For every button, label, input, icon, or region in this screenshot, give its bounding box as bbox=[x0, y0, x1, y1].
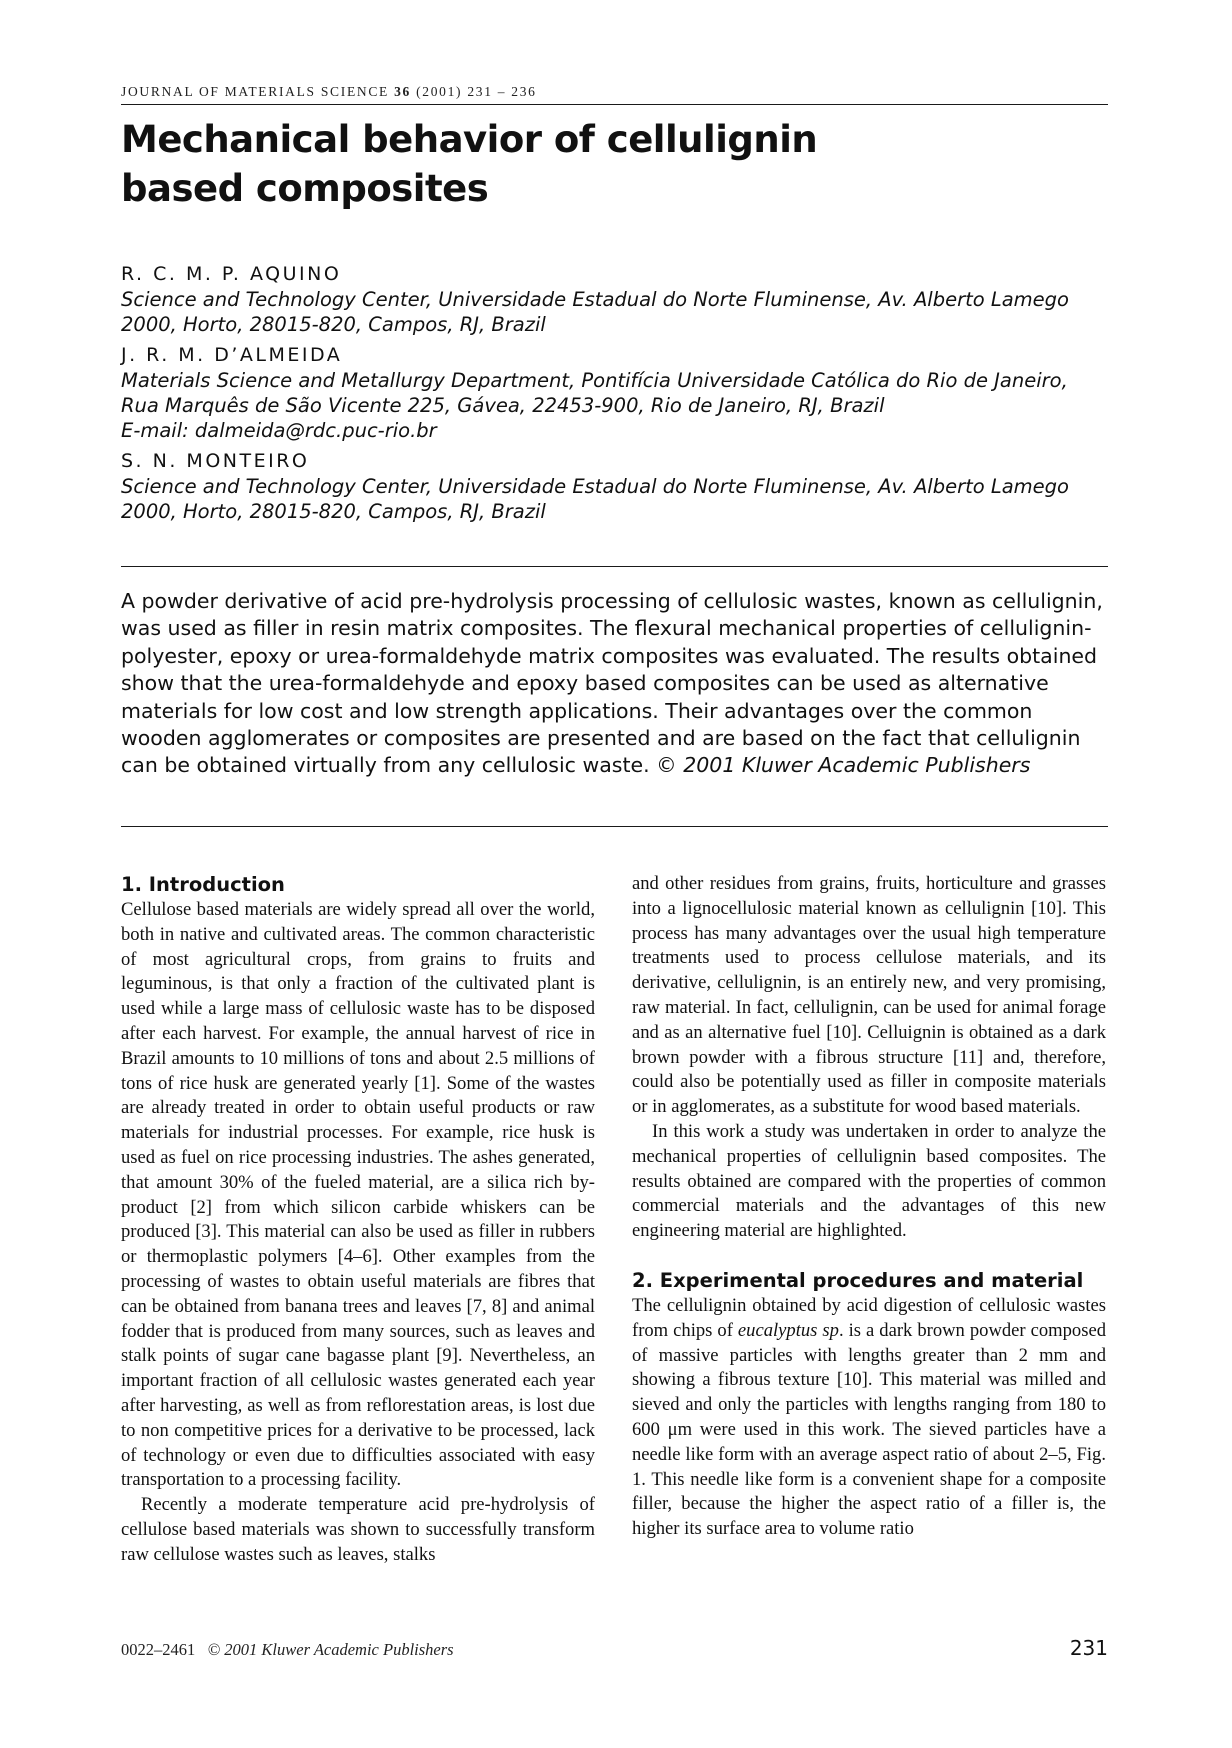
right-column bbox=[632, 872, 1106, 1542]
author-block bbox=[121, 262, 1111, 337]
paragraph: and other residues from grains, fruits, horticulture and grasses into a lignocellulosic material known as cellulignin [10]. This process has many advantages over the usual high temperature treatments used to process cellulose materials, and its derivative, cellulignin, is an entirely new, and very promising, raw material. In fact, cellulignin, can be used for animal forage and as an alternative fuel [10]. Celluignin is obtained as a dark brown powder with a fibrous structure [11] and, therefore, could also be potentially used as filler in composite materials or in agglomerates, as a substitute for wood based materials. bbox=[632, 873, 1106, 1118]
abstract-bottom-rule bbox=[121, 826, 1108, 827]
author-affiliation: Science and Technology Center, Universidade Estadual do Norte Fluminense, Av. Alberto Lamego 2000, Horto, 28015-820, Campos, RJ, Brazil bbox=[121, 288, 1069, 336]
paragraph bbox=[632, 1294, 1106, 1542]
journal-volume: 36 bbox=[394, 84, 411, 99]
author-block bbox=[121, 449, 1111, 524]
author-name: S. N. MONTEIRO bbox=[121, 450, 310, 472]
author-name: J. R. M. D’ALMEIDA bbox=[121, 344, 343, 366]
page-number: 231 bbox=[1069, 1636, 1108, 1660]
left-column bbox=[121, 872, 595, 1568]
journal-year-pages: (2001) 231 – 236 bbox=[416, 84, 537, 99]
author-affiliation: Materials Science and Metallurgy Department, Pontifícia Universidade Católica do Rio de Janeiro, Rua Marquês de São Vicente 225, Gávea, 22453-900, Rio de Janeiro, RJ, Brazil bbox=[121, 369, 1068, 417]
species-name: eucalyptus sp bbox=[737, 1319, 839, 1341]
author-email[interactable]: E-mail: dalmeida@rdc.puc-rio.br bbox=[121, 419, 437, 442]
paragraph: In this work a study was undertaken in order to analyze the mechanical properties of cellulignin based composites. The results obtained are compared with the properties of common commercial materials and the advantages of this new engineering material are highlighted. bbox=[632, 1120, 1106, 1242]
journal-header bbox=[121, 84, 1108, 100]
section-heading-experimental: 2. Experimental procedures and material bbox=[632, 1268, 1084, 1292]
paragraph: Recently a moderate temperature acid pre-hydrolysis of cellulose based materials was shown to successfully transform raw cellulose wastes such as leaves, stalks bbox=[121, 1494, 595, 1565]
abstract-top-rule bbox=[121, 566, 1108, 567]
author-block bbox=[121, 343, 1111, 443]
issn: 0022–2461 bbox=[121, 1640, 196, 1659]
author-name: R. C. M. P. AQUINO bbox=[121, 263, 342, 285]
author-affiliation: Science and Technology Center, Universidade Estadual do Norte Fluminense, Av. Alberto Lamego 2000, Horto, 28015-820, Campos, RJ, Brazil bbox=[121, 475, 1069, 523]
abstract bbox=[121, 588, 1111, 780]
journal-name: JOURNAL OF MATERIALS SCIENCE bbox=[121, 84, 389, 99]
section-heading-introduction: 1. Introduction bbox=[121, 873, 285, 896]
paper-title: Mechanical behavior of cellulignin based composites bbox=[121, 118, 818, 210]
paragraph: Cellulose based materials are widely spread all over the world, both in native and cultivated areas. The common characteristic of most agricultural crops, from grains to fruits and leguminous, is that only a fraction of the cultivated plant is used while a large mass of cellulosic waste has to be disposed after each harvest. For example, the annual harvest of rice in Brazil amounts to 10 millions of tons and about 2.5 millions of tons of rice husk are generated yearly [1]. Some of the wastes are already treated in order to obtain useful products or raw materials for industrial processes. For example, rice husk is used as fuel on rice processing industries. The ashes generated, that amount 30% of the fueled material, are a silica rich by-product [2] from which silicon carbide whiskers can be produced [3]. This material can also be used as filler in rubbers or thermoplastic polymers [4–6]. Other examples from the processing of wastes to obtain useful materials are fibres that can be obtained from banana trees and leaves [7, 8] and animal fodder that is produced from many sources, such as leaves and stalk points of sugar cane bagasse plant [9]. Nevertheless, an important fraction of all cellulosic wastes generated each year after harvesting, as well as from reflorestation areas, is lost due to non competitive prices for a derivative to be processed, lack of technology or even due to difficulties associated with easy transportation to a processing facility. bbox=[121, 899, 595, 1491]
footer-copyright: © 2001 Kluwer Academic Publishers bbox=[207, 1640, 454, 1659]
author-list bbox=[121, 262, 1111, 530]
text-run: The cellulignin obtained by acid digestion of cellulosic wastes from chips of bbox=[632, 1294, 1106, 1341]
abstract-copyright: © 2001 Kluwer Academic Publishers bbox=[656, 753, 1031, 778]
header-rule bbox=[121, 104, 1108, 105]
text-run: . is a dark brown powder composed of massive particles with lengths greater than 2 mm and showing a fibrous texture [10]. This material was milled and sieved and only the particles with lengths ranging from 180 to 600 μm were used in this work. The sieved particles have a needle like form with an average aspect ratio of about 2–5, Fig. 1. This needle like form is a convenient shape for a composite filler, because the higher the aspect ratio of a filler is, the higher its surface area to volume ratio bbox=[632, 1319, 1107, 1540]
abstract-text: A powder derivative of acid pre-hydrolysis processing of cellulosic wastes, known as cellulignin, was used as filler in resin matrix composites. The flexural mechanical properties of cellulignin-polyester, epoxy or urea-formaldehyde matrix composites was evaluated. The results obtained show that the urea-formaldehyde and epoxy based composites can be used as alternative materials for low cost and low strength applications. Their advantages over the common wooden agglomerates or composites are presented and are based on the fact that cellulignin can be obtained virtually from any cellulosic waste. bbox=[121, 589, 1103, 778]
footer-issn bbox=[121, 1640, 454, 1660]
